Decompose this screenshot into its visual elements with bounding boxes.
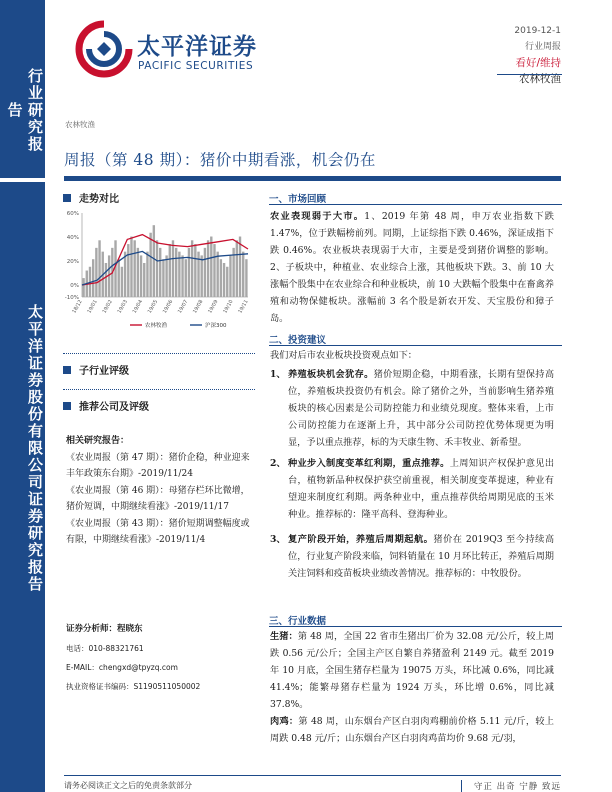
advice-item-num: 1、: [270, 369, 286, 380]
x-tick-label: 19/06: [161, 299, 175, 315]
rating-badge: 看好/维持: [515, 57, 561, 69]
section-rule: [269, 626, 562, 627]
industry-data-paragraph: [270, 628, 554, 713]
market-review-lead: 农业表现弱于大市。: [270, 211, 365, 222]
title-underline-bar: [64, 176, 561, 181]
volume-bar: [169, 244, 171, 297]
volume-bar: [175, 248, 177, 297]
volume-bar: [143, 263, 145, 297]
volume-bar: [162, 259, 164, 297]
advice-item-body: 猪价短期企稳，中期看涨，长期有望保持高位，养殖板块投资仍有机会。除了猪价之外，当前影响生猪养殖板块的核心因素是公司防控能力和业绩兑现度。整体来看，上市公司防控能力在逐渐上升，其中部分公司防控优势体现更为明显，予以重点推荐，标的为天康生物、禾丰牧业、新希望。: [288, 369, 555, 448]
section-investment-advice: 二、投资建议: [269, 335, 327, 346]
volume-bar: [124, 252, 126, 297]
analyst-name: 程晓东: [117, 624, 143, 634]
volume-bar: [181, 255, 183, 297]
volume-bar: [239, 237, 241, 297]
sidebar-company-report: 太平洋证券股份有限公司证券研究报告: [26, 303, 44, 593]
breadcrumb: 农林牧渔: [65, 120, 95, 129]
analyst-label: 证券分析师：: [66, 624, 118, 634]
legend-label: 农林牧渔: [145, 323, 168, 329]
analyst-phone: 电话：010-88321761: [66, 644, 144, 653]
footer-disclaimer: 请务必阅读正文之后的免责条款部分: [64, 781, 192, 790]
advice-item: [270, 531, 554, 582]
data-lead: 生猪：: [270, 631, 298, 642]
sub-rating-section-heading: [63, 362, 129, 377]
report-date: 2019-12-1: [514, 26, 561, 36]
volume-bar: [140, 255, 142, 297]
volume-bar: [118, 259, 120, 297]
related-report-item[interactable]: 《农业周报（第 43 期）：猪价短期调整幅度或有限，中期继续看涨》-2019/11/4: [66, 518, 250, 545]
x-tick-label: 19/11: [237, 299, 250, 315]
volume-bar: [165, 255, 167, 297]
logo-name-en: PACIFIC SECURITIES: [138, 60, 254, 72]
volume-bar: [185, 259, 187, 297]
advice-item-body: 上周知识产权保护意见出台，植物新品种权保护获空前重视，相关制度变革提速，种业有望迎来制度红利期。两条种业中，重点推荐供给周期见底的玉米种业。推荐标的：隆平高科、登海种业。: [288, 458, 555, 520]
volume-bar: [229, 255, 231, 297]
y-tick-label: 60%: [66, 211, 79, 217]
volume-bar: [105, 263, 107, 297]
volume-bar: [153, 225, 155, 297]
report-type: 行业周报: [524, 42, 561, 52]
page-title: 周报（第 48 期）：猪价中期看涨，机会仍在: [64, 151, 376, 169]
volume-bar: [188, 248, 190, 297]
advice-item-num: 3、: [270, 534, 286, 545]
x-tick-label: 19/02: [101, 299, 114, 315]
advice-intro: 我们对后市农业板块投资观点如下：: [270, 350, 417, 361]
market-review-paragraph: [270, 208, 554, 327]
volume-bar: [242, 252, 244, 297]
volume-bar: [149, 233, 151, 297]
left-divider: [63, 353, 255, 354]
footer-rule: [64, 775, 561, 776]
x-tick-label: 19/07: [176, 299, 190, 315]
y-tick-label: -10%: [64, 295, 79, 301]
legend-label: 沪深300: [205, 323, 227, 329]
advice-item-lead: 复产阶段开始，养殖后周期起航。: [288, 534, 434, 545]
x-tick-label: 19/09: [207, 299, 220, 315]
advice-item-body: 猪价在 2019Q3 至今持续高位，行业复产阶段来临，饲料销量在 10 月环比转正，养殖后周期关注饲料和疫苗板块业绩改善情况。推荐标的：中牧股份。: [288, 534, 555, 579]
x-tick-label: 19/05: [146, 299, 160, 315]
volume-bar: [191, 240, 193, 297]
bullet-square-icon: [63, 366, 71, 374]
volume-bar: [201, 255, 203, 297]
bullet-square-icon: [63, 402, 71, 410]
analyst-email[interactable]: E-MAIL：chengxd@tpyzq.com: [66, 663, 178, 672]
sub-rating-title: 子行业评级: [79, 366, 129, 377]
report-meta: [514, 23, 561, 87]
related-heading: 相关研究报告：: [66, 436, 130, 446]
volume-bar: [172, 240, 174, 297]
x-tick-label: 19/10: [222, 299, 235, 315]
y-tick-label: 20%: [66, 259, 79, 265]
analyst-info: [66, 620, 266, 696]
volume-bar: [210, 237, 212, 297]
volume-bar: [207, 240, 209, 297]
analyst-cert: 执业资格证书编码：S1190511050002: [66, 682, 201, 691]
advice-item: [270, 455, 554, 523]
company-logo: [75, 20, 305, 80]
section-industry-data: 三、行业数据: [269, 616, 327, 627]
sidebar-divider: [0, 178, 45, 182]
volume-bar: [216, 252, 218, 297]
volume-bar: [146, 252, 148, 297]
volume-bar: [236, 240, 238, 297]
data-body: 第 48 周，全国 22 省市生猪出厂价为 32.08 元/公斤，较上周跌 0.56 元/公斤；全国主产区自繁自养猪盈利 2149 元。截至 2019 年 10 月底，全国生猪存栏量为 19075 万头，环比减 0.6%，同比减 41.4%；能繁母猪存栏量为 1924 万头，环比增 0.6%，同比减 37.8%。: [270, 631, 554, 710]
volume-bar: [204, 248, 206, 297]
x-tick-label: 19/08: [192, 299, 205, 315]
related-reports: [66, 433, 256, 549]
volume-bar: [213, 244, 215, 297]
section-rule: [269, 204, 562, 205]
sector-label: 农林牧渔: [519, 73, 561, 85]
related-report-item[interactable]: 《农业周报（第 47 期）：猪价企稳，种业迎来丰年政策东台期》-2019/11/24: [66, 452, 250, 479]
logo-name-cn: 太平洋证券: [137, 34, 257, 60]
sidebar-report-tag: 行业研究报告: [5, 67, 44, 153]
x-tick-label: 19/01: [86, 299, 99, 315]
recommend-title: 推荐公司及评级: [79, 402, 149, 413]
volume-bar: [98, 240, 100, 297]
trend-title: 走势对比: [79, 194, 119, 205]
left-divider: [63, 389, 255, 390]
market-review-body: 1、2019 年第 48 周，申万农业指数下跌 1.47%，位于跌幅榜前列。同期，上证综指下跌 0.46%，深证成指下跌 0.46%。农业板块表现弱于大市，主要是受到猪价调整的影响。2、子板块中，种植业、农业综合上涨，其他板块下跌。3、前 10 大涨幅个股集中在农业综合和种业板块，前 10 大跌幅个股集中在畜禽养殖和动物保健板块。涨幅前 3 名个股是新农开发、天宝股份和獐子岛。: [270, 211, 554, 324]
x-tick-label: 19/03: [116, 299, 130, 315]
y-tick-label: 0%: [70, 283, 79, 289]
volume-bar: [220, 259, 222, 297]
y-tick-label: 40%: [66, 235, 79, 241]
section-rule: [269, 345, 562, 346]
volume-bar: [156, 240, 158, 297]
advice-item-lead: 种业步入制度变革红利期，重点推荐。: [288, 458, 450, 469]
volume-bar: [130, 237, 132, 297]
recommend-section-heading: [63, 398, 149, 413]
volume-bar: [133, 240, 135, 297]
footer-motto: 守正 出奇 宁静 致远: [461, 780, 561, 792]
volume-bar: [82, 278, 84, 297]
data-body: 第 48 周，山东烟台产区白羽肉鸡棚前价格 5.11 元/斤，较上周跌 0.48 元/斤；山东烟台产区白羽肉鸡苗均价 9.68 元/羽，: [270, 716, 554, 744]
volume-bar: [194, 244, 196, 297]
data-lead: 肉鸡：: [270, 716, 299, 727]
advice-item-num: 2、: [270, 458, 286, 469]
volume-bar: [95, 248, 97, 297]
x-tick-label: 19/04: [131, 299, 145, 315]
trend-section-heading: [63, 190, 119, 205]
volume-bar: [127, 244, 129, 297]
industry-data-paragraph: [270, 713, 554, 747]
bullet-square-icon: [63, 194, 71, 202]
logo-mark-icon: [75, 20, 133, 78]
volume-bar: [159, 248, 161, 297]
volume-bar: [245, 259, 247, 297]
advice-item: [270, 366, 554, 451]
advice-item-lead: 养殖板块机会犹存。: [288, 369, 374, 380]
volume-bar: [226, 267, 228, 297]
volume-bar: [92, 259, 94, 297]
meta-divider: [497, 74, 562, 75]
trend-chart: [60, 205, 256, 333]
volume-bar: [137, 248, 139, 297]
volume-bar: [223, 263, 225, 297]
x-tick-label: 18/12: [71, 299, 84, 315]
related-report-item[interactable]: 《农业周报（第 46 期）：母猪存栏环比微增，猪价短调，中期继续看涨》-2019/11/17: [66, 485, 250, 512]
section-market-review: 一、市场回顾: [269, 194, 327, 205]
volume-bar: [121, 267, 123, 297]
